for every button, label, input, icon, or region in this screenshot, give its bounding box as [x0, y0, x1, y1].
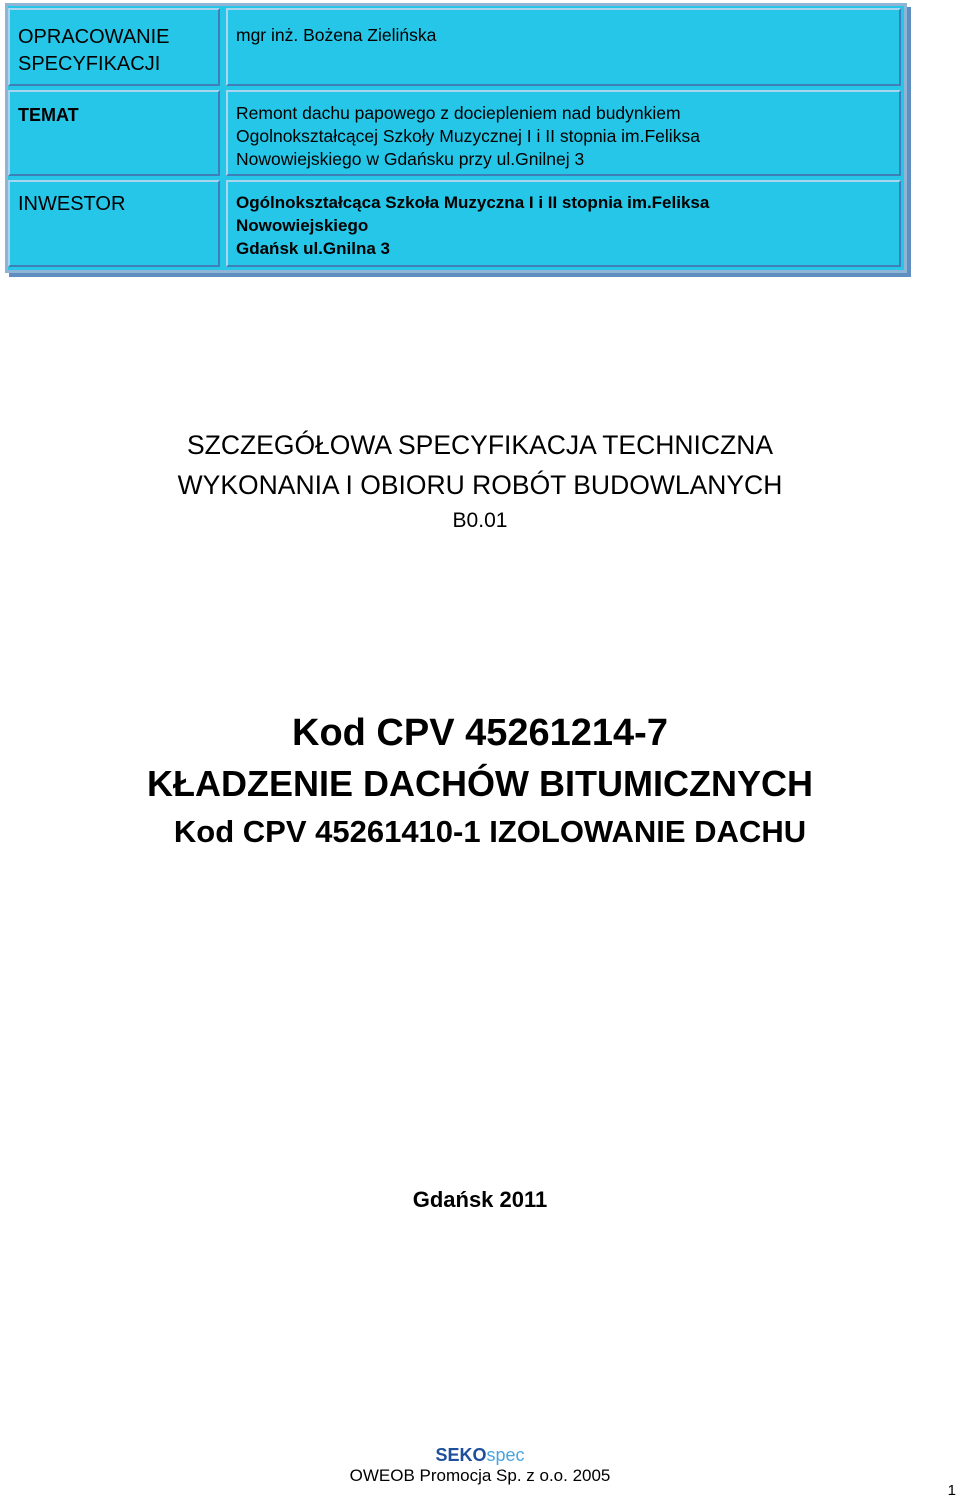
footer-organization: OWEOB Promocja Sp. z o.o. 2005: [349, 1466, 611, 1485]
cpv-code-2: Kod CPV 45261410-1 IZOLOWANIE DACHU: [173, 814, 807, 849]
label-opracowanie-line2: SPECYFIKACJI: [18, 53, 161, 75]
cpv-name-1: KŁADZENIE DACHÓW BITUMICZNYCH: [147, 763, 813, 804]
page-number: 1: [947, 1482, 956, 1499]
label-inwestor: INWESTOR: [18, 193, 126, 215]
label-cell-opracowanie: [8, 8, 220, 86]
logo-seko: SEKO: [435, 1445, 487, 1465]
topic-line3: Nowowiejskiego w Gdańsku przy ul.Gnilnej 3: [236, 149, 585, 169]
cpv-code-1: Kod CPV 45261214-7: [292, 712, 668, 754]
label-opracowanie-line1: OPRACOWANIE: [18, 26, 170, 48]
topic-line1: Remont dachu papowego z dociepleniem nad budynkiem: [236, 103, 681, 123]
spec-title-line2: WYKONANIA I OBIORU ROBÓT BUDOWLANYCH: [177, 470, 783, 500]
value-cell-author: [226, 8, 901, 86]
place-date: Gdańsk 2011: [412, 1187, 548, 1212]
spec-title-line1: SZCZEGÓŁOWA SPECYFIKACJA TECHNICZNA: [186, 430, 774, 460]
spec-title: [0, 425, 960, 505]
label-temat: TEMAT: [18, 105, 79, 125]
label-cell-temat: [8, 90, 220, 176]
label-cell-inwestor: [8, 180, 220, 267]
logo-spec: spec: [486, 1445, 525, 1465]
author-name: mgr inż. Bożena Zielińska: [236, 25, 437, 45]
value-cell-topic: [226, 90, 901, 176]
investor-line1: Ogólnokształcąca Szkoła Muzyczna I i II stopnia im.Feliksa: [236, 193, 710, 212]
investor-line2: Nowowiejskiego: [236, 216, 369, 235]
investor-line3: Gdańsk ul.Gnilna 3: [236, 239, 390, 258]
value-cell-investor: [226, 180, 901, 267]
topic-line2: Ogolnokształcącej Szkoły Muzycznej I i II stopnia im.Feliksa: [236, 126, 700, 146]
spec-code: B0.01: [452, 509, 508, 532]
sekospec-logo: [0, 1444, 960, 1466]
